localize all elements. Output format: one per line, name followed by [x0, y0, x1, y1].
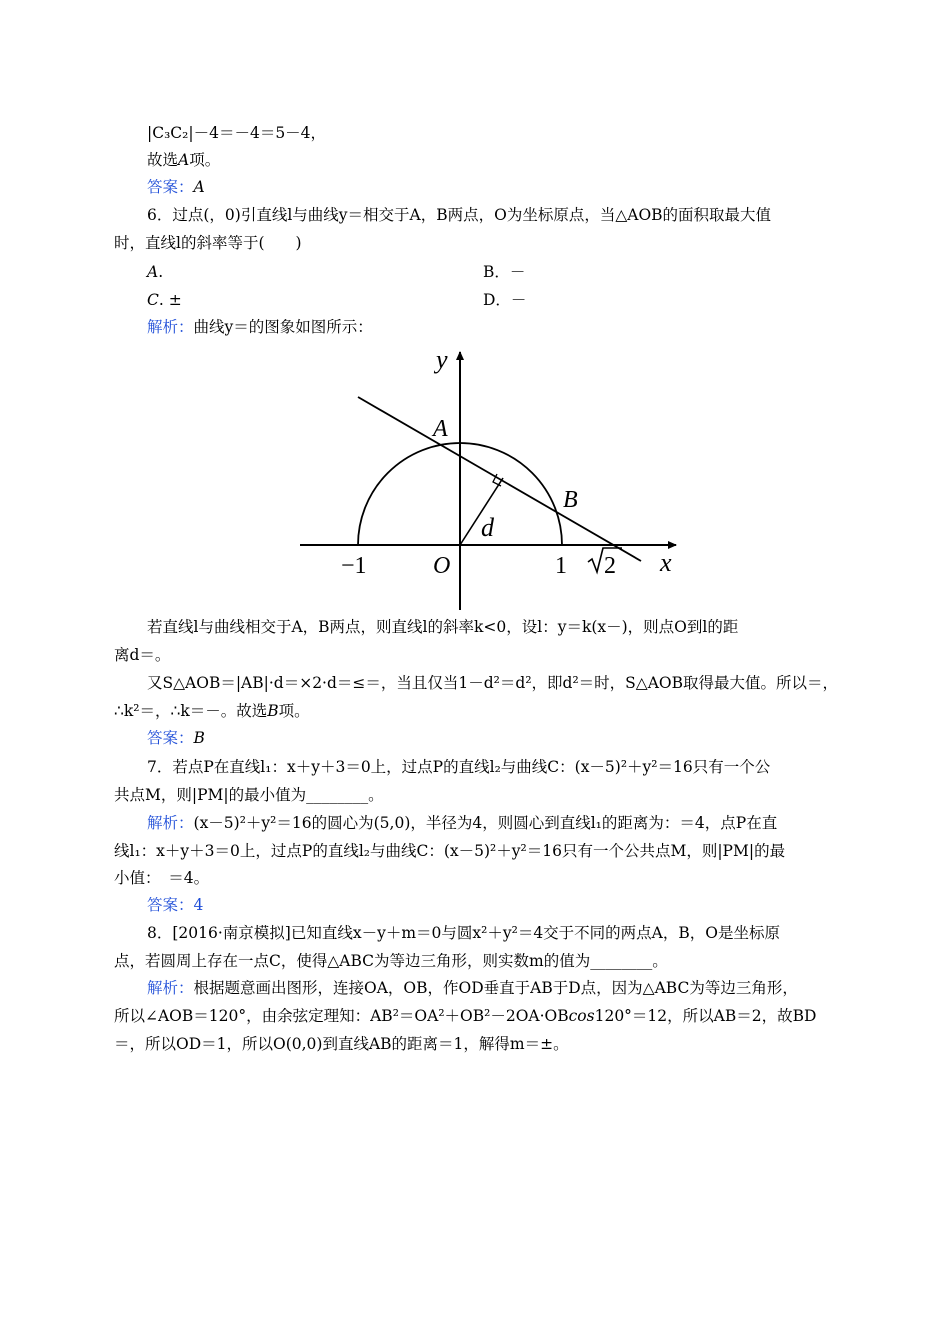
- label-neg1: −1: [341, 553, 367, 579]
- question-6: 6．过点(，0)引直线l与曲线y＝相交于A，B两点，O为坐标原点，当△AOB的面积取最大值: [147, 206, 772, 224]
- label-y: y: [436, 346, 448, 374]
- text-line: 离d＝。: [114, 646, 171, 664]
- label-b: B: [563, 487, 578, 513]
- label-one: 1: [555, 553, 567, 579]
- text-line: ∴k²＝，∴k＝－。故选B项。: [114, 702, 310, 720]
- label-d: d: [481, 513, 494, 542]
- question-8: 8．[2016·南京模拟]已知直线x－y＋m＝0与圆x²＋y²＝4交于不同的两点A，B，O是坐标原: [147, 924, 780, 942]
- text-line: 所以∠AOB＝120°，由余弦定理知：AB²＝OA²＋OB²－2OA·OBcos120°＝12，所以AB＝2，故BD: [114, 1007, 817, 1025]
- option-c: C. ±: [147, 291, 182, 309]
- question-6-cont: 时，直线l的斜率等于( ): [114, 234, 302, 252]
- text-line: 小值： ＝4。: [114, 869, 210, 887]
- label-o: O: [433, 553, 451, 579]
- text-line: 又S△AOB＝|AB|·d＝×2·d＝≤＝，当且仅当1－d²＝d²，即d²＝时，S△AOB取得最大值。所以＝，: [147, 674, 838, 692]
- question-7-cont: 共点M，则|PM|的最小值为________。: [114, 786, 384, 804]
- question-8-cont: 点，若圆周上存在一点C，使得△ABC为等边三角形，则实数m的值为________。: [114, 952, 668, 970]
- text-line: |C₃C₂|－4＝－4＝5－4，: [147, 124, 327, 142]
- question-7: 7．若点P在直线l₁：x＋y＋3＝0上，过点P的直线l₂与曲线C：(x－5)²＋y²＝16只有一个公: [147, 758, 771, 776]
- analysis-line: 解析：根据题意画出图形，连接OA，OB，作OD垂直于AB于D点，因为△ABC为等边三角形，: [147, 979, 798, 997]
- option-d: D．－: [483, 291, 527, 309]
- label-sqrt2: 2: [604, 553, 616, 579]
- label-x: x: [660, 548, 672, 577]
- analysis-line: 解析：曲线y＝的图象如图所示：: [147, 318, 373, 336]
- text-line: 线l₁：x＋y＋3＝0上，过点P的直线l₂与曲线C：(x－5)²＋y²＝16只有一个公共点M，则|PM|的最: [114, 842, 786, 860]
- answer-line: 答案：4: [147, 896, 204, 914]
- text-line: ＝，所以OD＝1，所以O(0,0)到直线AB的距离＝1，解得m＝±。: [114, 1035, 569, 1053]
- text-line: 故选A项。: [147, 151, 221, 169]
- option-b: B．－: [483, 263, 526, 281]
- analysis-line: 解析：(x－5)²＋y²＝16的圆心为(5,0)，半径为4，则圆心到直线l₁的距离为：＝4，点P在直: [147, 814, 778, 832]
- semicircle-line-figure: [298, 346, 682, 614]
- text-line: 若直线l与曲线相交于A，B两点，则直线l的斜率k<0，设l：y＝k(x－)，则点O到l的距: [147, 618, 739, 636]
- label-a: A: [433, 416, 448, 442]
- answer-line: 答案：B: [147, 729, 205, 747]
- line-l: [358, 397, 641, 561]
- option-a: A.: [147, 263, 164, 281]
- answer-line: 答案：A: [147, 178, 205, 196]
